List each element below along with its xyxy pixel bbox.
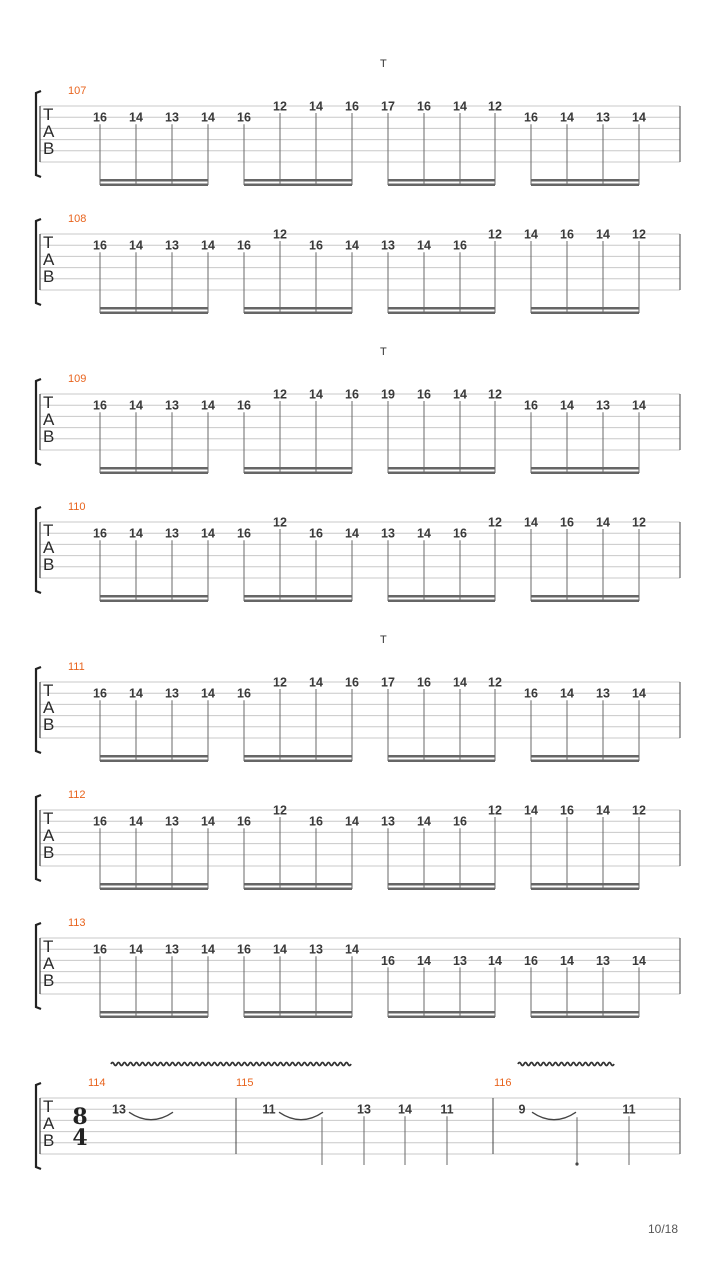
fret-number: 13 xyxy=(112,1102,126,1117)
fret-number: 16 xyxy=(417,99,431,114)
beam xyxy=(100,883,208,886)
fret-number: 16 xyxy=(93,686,107,701)
fret-number: 17 xyxy=(381,99,395,114)
tab-letter-t: T xyxy=(43,105,54,124)
fret-number: 14 xyxy=(417,814,431,829)
fret-number: 14 xyxy=(453,675,467,690)
fret-number: 16 xyxy=(93,814,107,829)
fret-number: 12 xyxy=(488,227,502,242)
measure-number: 109 xyxy=(68,373,87,385)
beam xyxy=(388,755,495,758)
fret-number: 14 xyxy=(596,227,610,242)
tab-letter-a: A xyxy=(43,250,55,269)
fret-number: 12 xyxy=(273,387,287,402)
beam xyxy=(100,755,208,758)
tab-letter-t: T xyxy=(43,681,54,700)
beam xyxy=(244,1011,352,1014)
dot-mark xyxy=(575,1162,578,1165)
beam xyxy=(100,760,208,763)
fret-number: 16 xyxy=(93,238,107,253)
fret-number: 14 xyxy=(560,686,574,701)
fret-number: 16 xyxy=(237,238,251,253)
tab-letter-t: T xyxy=(43,1097,54,1116)
tab-letter-a: A xyxy=(43,826,55,845)
fret-number: 16 xyxy=(345,99,359,114)
tab-letter-a: A xyxy=(43,1114,55,1133)
fret-number: 12 xyxy=(488,515,502,530)
beam xyxy=(100,467,208,470)
fret-number: 14 xyxy=(453,99,467,114)
beam xyxy=(531,1011,639,1014)
fret-number: 16 xyxy=(237,526,251,541)
tab-letter-a: A xyxy=(43,122,55,141)
time-signature-bottom: 4 xyxy=(72,1125,88,1151)
beam xyxy=(100,600,208,603)
beam xyxy=(388,307,495,310)
fret-number: 14 xyxy=(632,398,646,413)
beam xyxy=(244,888,352,891)
fret-number: 13 xyxy=(165,814,179,829)
beam xyxy=(100,184,208,187)
fret-number: 12 xyxy=(632,227,646,242)
tab-letter-t: T xyxy=(43,809,54,828)
beam xyxy=(531,467,639,470)
beam xyxy=(244,595,352,598)
fret-number: 16 xyxy=(524,686,538,701)
fret-number: 13 xyxy=(381,238,395,253)
tie-arc xyxy=(532,1112,576,1120)
fret-number: 12 xyxy=(632,515,646,530)
tab-letter-b: B xyxy=(43,843,55,862)
beam xyxy=(531,312,639,315)
beam xyxy=(388,760,495,763)
fret-number: 16 xyxy=(453,238,467,253)
beam xyxy=(531,760,639,763)
fret-number: 9 xyxy=(518,1102,526,1117)
fret-number: 12 xyxy=(273,515,287,530)
beam xyxy=(100,595,208,598)
beam xyxy=(100,1016,208,1019)
tab-letter-t: T xyxy=(43,521,54,540)
fret-number: 13 xyxy=(596,398,610,413)
fret-number: 13 xyxy=(165,942,179,957)
fret-number: 13 xyxy=(165,110,179,125)
tab-letter-b: B xyxy=(43,427,55,446)
fret-number: 13 xyxy=(596,110,610,125)
tab-letter-a: A xyxy=(43,538,55,557)
fret-number: 16 xyxy=(93,398,107,413)
fret-number: 13 xyxy=(596,953,610,968)
beam xyxy=(244,307,352,310)
fret-number: 14 xyxy=(201,238,215,253)
fret-number: 16 xyxy=(345,675,359,690)
beam xyxy=(244,883,352,886)
fret-number: 14 xyxy=(201,110,215,125)
fret-number: 14 xyxy=(488,953,502,968)
fret-number: 14 xyxy=(129,942,143,957)
beam xyxy=(531,755,639,758)
fret-number: 13 xyxy=(165,398,179,413)
beam xyxy=(388,883,495,886)
beam xyxy=(388,888,495,891)
beam xyxy=(388,467,495,470)
vibrato-mark xyxy=(111,1063,351,1066)
fret-number: 11 xyxy=(262,1102,276,1117)
beam xyxy=(531,883,639,886)
fret-number: 14 xyxy=(309,675,323,690)
technique-mark: T xyxy=(380,634,387,646)
fret-number: 14 xyxy=(596,803,610,818)
fret-number: 16 xyxy=(417,387,431,402)
fret-number: 14 xyxy=(201,526,215,541)
measure-number: 116 xyxy=(494,1077,512,1089)
fret-number: 14 xyxy=(201,814,215,829)
tie-arc xyxy=(279,1112,323,1120)
fret-number: 16 xyxy=(381,953,395,968)
fret-number: 14 xyxy=(201,942,215,957)
tab-letter-b: B xyxy=(43,1131,55,1150)
fret-number: 19 xyxy=(381,387,395,402)
measure-number: 108 xyxy=(68,213,87,225)
beam xyxy=(244,1016,352,1019)
fret-number: 14 xyxy=(201,686,215,701)
fret-number: 13 xyxy=(165,238,179,253)
beam xyxy=(244,312,352,315)
fret-number: 16 xyxy=(309,526,323,541)
beam xyxy=(100,179,208,182)
fret-number: 16 xyxy=(345,387,359,402)
fret-number: 14 xyxy=(345,526,359,541)
beam xyxy=(388,179,495,182)
fret-number: 14 xyxy=(632,953,646,968)
beam xyxy=(244,467,352,470)
fret-number: 16 xyxy=(453,814,467,829)
tab-letter-a: A xyxy=(43,410,55,429)
measure-number: 107 xyxy=(68,85,87,97)
fret-number: 11 xyxy=(440,1102,454,1117)
tab-letter-t: T xyxy=(43,233,54,252)
fret-number: 12 xyxy=(273,675,287,690)
fret-number: 13 xyxy=(453,953,467,968)
fret-number: 14 xyxy=(345,814,359,829)
fret-number: 14 xyxy=(309,387,323,402)
fret-number: 12 xyxy=(273,227,287,242)
beam xyxy=(531,595,639,598)
measure-number: 115 xyxy=(236,1077,254,1089)
beam xyxy=(388,1011,495,1014)
fret-number: 14 xyxy=(524,803,538,818)
fret-number: 14 xyxy=(417,953,431,968)
beam xyxy=(531,600,639,603)
beam xyxy=(244,760,352,763)
fret-number: 16 xyxy=(93,110,107,125)
fret-number: 14 xyxy=(524,515,538,530)
measure-number: 110 xyxy=(68,501,86,513)
beam xyxy=(244,179,352,182)
beam xyxy=(388,600,495,603)
measure-number: 114 xyxy=(88,1077,106,1089)
fret-number: 12 xyxy=(488,675,502,690)
page-number: 10/18 xyxy=(647,1222,678,1236)
tab-letter-b: B xyxy=(43,139,55,158)
beam xyxy=(531,184,639,187)
beam xyxy=(388,595,495,598)
beam xyxy=(388,472,495,475)
beam xyxy=(531,1016,639,1019)
tab-letter-a: A xyxy=(43,954,55,973)
fret-number: 12 xyxy=(273,99,287,114)
fret-number: 12 xyxy=(488,99,502,114)
tab-letter-a: A xyxy=(43,698,55,717)
measure-number: 113 xyxy=(68,917,86,929)
beam xyxy=(388,312,495,315)
fret-number: 13 xyxy=(165,686,179,701)
fret-number: 16 xyxy=(309,814,323,829)
fret-number: 16 xyxy=(93,526,107,541)
measure-number: 112 xyxy=(68,789,86,801)
fret-number: 11 xyxy=(622,1102,636,1117)
beam xyxy=(100,888,208,891)
fret-number: 17 xyxy=(381,675,395,690)
fret-number: 14 xyxy=(524,227,538,242)
fret-number: 16 xyxy=(237,814,251,829)
beam xyxy=(388,184,495,187)
fret-number: 16 xyxy=(524,110,538,125)
fret-number: 16 xyxy=(237,942,251,957)
beam xyxy=(388,1016,495,1019)
fret-number: 14 xyxy=(596,515,610,530)
fret-number: 14 xyxy=(632,686,646,701)
fret-number: 14 xyxy=(345,942,359,957)
fret-number: 14 xyxy=(129,814,143,829)
tab-letter-b: B xyxy=(43,555,55,574)
beam xyxy=(531,888,639,891)
fret-number: 16 xyxy=(417,675,431,690)
fret-number: 14 xyxy=(453,387,467,402)
fret-number: 12 xyxy=(632,803,646,818)
fret-number: 14 xyxy=(129,398,143,413)
fret-number: 16 xyxy=(560,227,574,242)
fret-number: 14 xyxy=(201,398,215,413)
fret-number: 13 xyxy=(381,526,395,541)
fret-number: 14 xyxy=(129,238,143,253)
technique-mark: T xyxy=(380,58,387,70)
technique-mark: T xyxy=(380,346,387,358)
fret-number: 13 xyxy=(596,686,610,701)
fret-number: 14 xyxy=(417,238,431,253)
fret-number: 14 xyxy=(560,110,574,125)
fret-number: 14 xyxy=(560,398,574,413)
fret-number: 14 xyxy=(632,110,646,125)
fret-number: 16 xyxy=(560,515,574,530)
fret-number: 13 xyxy=(381,814,395,829)
beam xyxy=(244,472,352,475)
tab-letter-t: T xyxy=(43,393,54,412)
fret-number: 16 xyxy=(524,398,538,413)
beam xyxy=(531,472,639,475)
tab-letter-b: B xyxy=(43,971,55,990)
fret-number: 12 xyxy=(488,387,502,402)
beam xyxy=(100,1011,208,1014)
fret-number: 14 xyxy=(129,526,143,541)
fret-number: 14 xyxy=(309,99,323,114)
fret-number: 14 xyxy=(560,953,574,968)
fret-number: 14 xyxy=(129,686,143,701)
beam xyxy=(100,307,208,310)
fret-number: 12 xyxy=(273,803,287,818)
fret-number: 13 xyxy=(357,1102,371,1117)
beam xyxy=(244,755,352,758)
beam xyxy=(244,184,352,187)
fret-number: 16 xyxy=(93,942,107,957)
measure-number: 111 xyxy=(68,661,85,673)
beam xyxy=(100,472,208,475)
fret-number: 16 xyxy=(309,238,323,253)
fret-number: 16 xyxy=(560,803,574,818)
fret-number: 16 xyxy=(237,398,251,413)
fret-number: 13 xyxy=(165,526,179,541)
fret-number: 16 xyxy=(237,686,251,701)
tie-arc xyxy=(129,1112,173,1120)
tab-letter-b: B xyxy=(43,267,55,286)
fret-number: 13 xyxy=(309,942,323,957)
fret-number: 12 xyxy=(488,803,502,818)
beam xyxy=(100,312,208,315)
fret-number: 16 xyxy=(453,526,467,541)
fret-number: 14 xyxy=(398,1102,412,1117)
fret-number: 14 xyxy=(417,526,431,541)
tab-letter-b: B xyxy=(43,715,55,734)
beam xyxy=(244,600,352,603)
fret-number: 14 xyxy=(345,238,359,253)
beam xyxy=(531,307,639,310)
tab-letter-t: T xyxy=(43,937,54,956)
beam xyxy=(531,179,639,182)
time-signature-top: 8 xyxy=(72,1104,88,1130)
fret-number: 14 xyxy=(273,942,287,957)
fret-number: 14 xyxy=(129,110,143,125)
vibrato-mark xyxy=(518,1063,614,1066)
fret-number: 16 xyxy=(237,110,251,125)
fret-number: 16 xyxy=(524,953,538,968)
